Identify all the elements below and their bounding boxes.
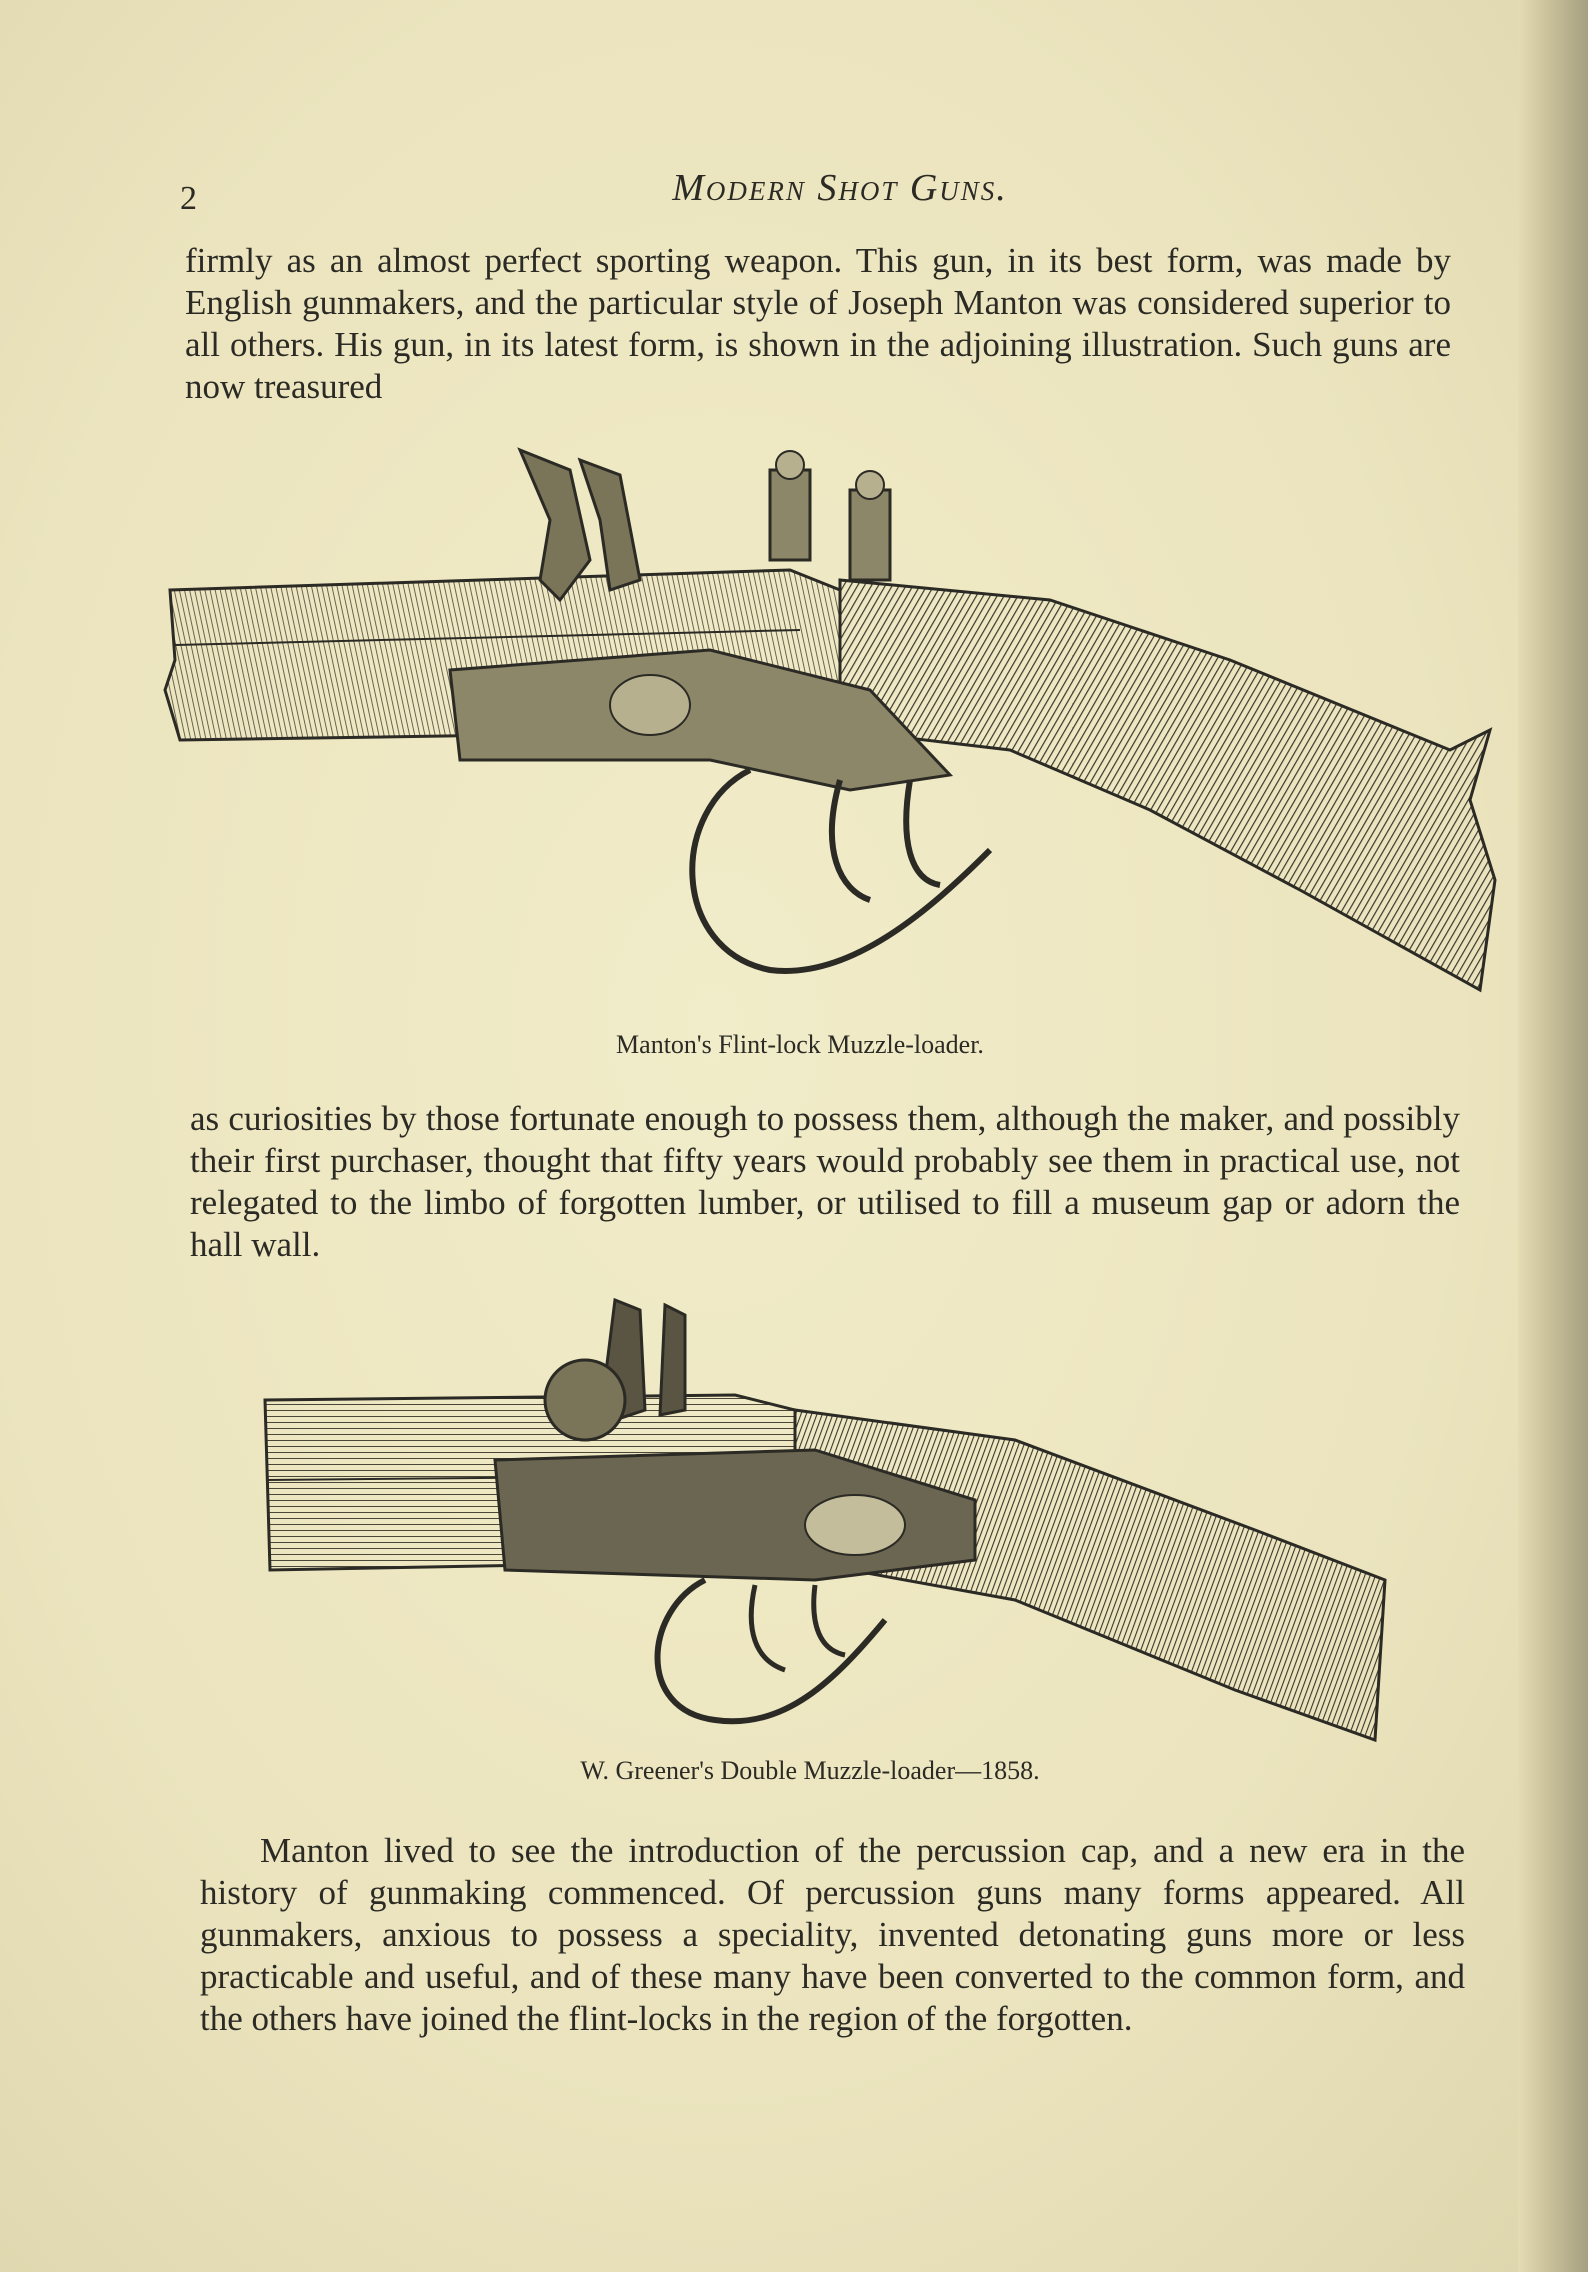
stock-shape [840,580,1495,990]
page-gutter-shadow [1518,0,1588,2272]
flint-cock-right [580,460,640,590]
hammer-right [660,1305,685,1415]
paragraph-2: as curiosities by those fortunate enough to possess them, although the maker, and possibly their first purchaser, thought that fifty years would probably see them in practical use, not relegated to the limbo of forgotten lumber, or utilised to fill a museum gap or adorn the hall wall. [190,1099,1460,1264]
figure-1-caption: Manton's Flint-lock Muzzle-loader. [616,1030,984,1059]
trigger-guard [658,1580,886,1721]
page-number: 2 [180,180,197,217]
trigger-rear [814,1585,845,1655]
trigger-front [832,780,870,900]
paragraph-3: Manton lived to see the introduction of the percussion cap, and a new era in the history of gunmaking commenced. Of percussion guns many forms appeared. All gunmakers, anxious to possess a speciality, invented detonating guns more or less practicable and useful, and of these many have been converted to the common form, and the others have joined the flint-locks in the region of the forgotten. [200,1831,1465,2038]
paragraph-1: firmly as an almost perfect sporting weapon. This gun, in its best form, was made by English gunmakers, and the particular style of Joseph Manton was considered superior to all others. His gun, in its latest form, is shown in the adjoining illustration. Such guns are now treasured [185,241,1451,406]
percussion-gun-illustration [255,1290,1395,1750]
flintlock-illustration [150,430,1520,1020]
running-head: Modern Shot Guns. [672,167,1008,209]
trigger-front [751,1585,785,1670]
figure-2-caption: W. Greener's Double Muzzle-loader—1858. [580,1756,1040,1785]
trigger-rear [906,780,940,885]
stock-shape [795,1410,1385,1740]
